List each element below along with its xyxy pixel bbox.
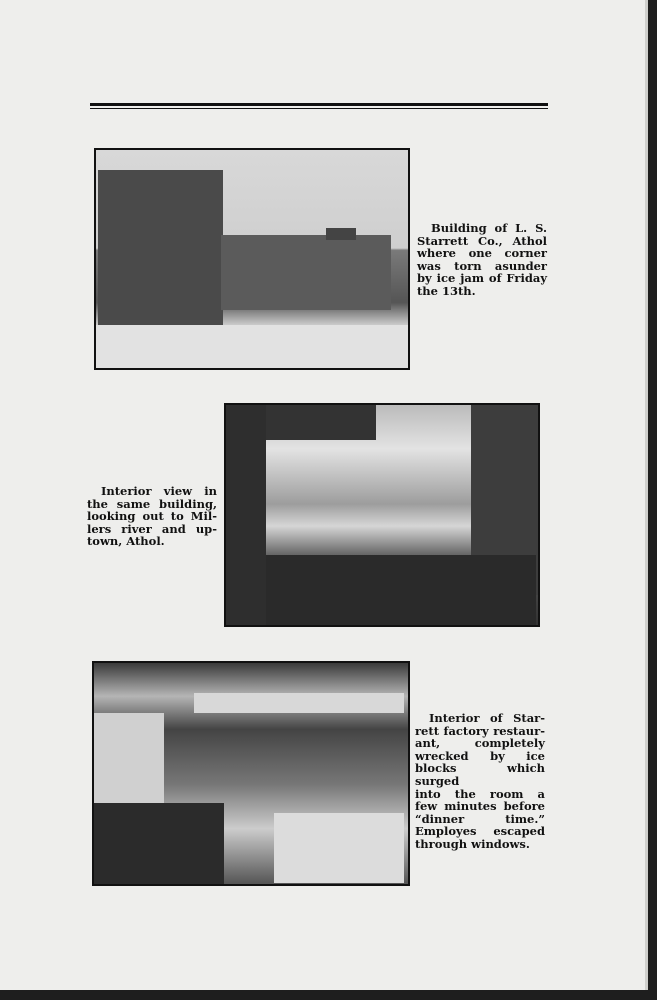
photo-interior-view	[224, 403, 540, 627]
top-rule-thin	[90, 108, 548, 109]
top-rule	[90, 103, 548, 106]
photo-wrecked-restaurant	[92, 661, 410, 886]
photo-starrett-building	[94, 148, 410, 370]
caption-1: Building of L. S. Starrett Co., Athol where one corner was torn asunder by ice jam of Friday the 13th.	[417, 221, 547, 298]
caption-3: Interior of Star- rett factory restaur- ant, completely wrecked by ice blocks which surged into the room a few minutes before “dinner time.” Employes escaped through windows.	[415, 711, 545, 851]
caption-2: Interior view in the same building, looking out to Mil- lers river and up- town, Athol.	[87, 484, 217, 549]
